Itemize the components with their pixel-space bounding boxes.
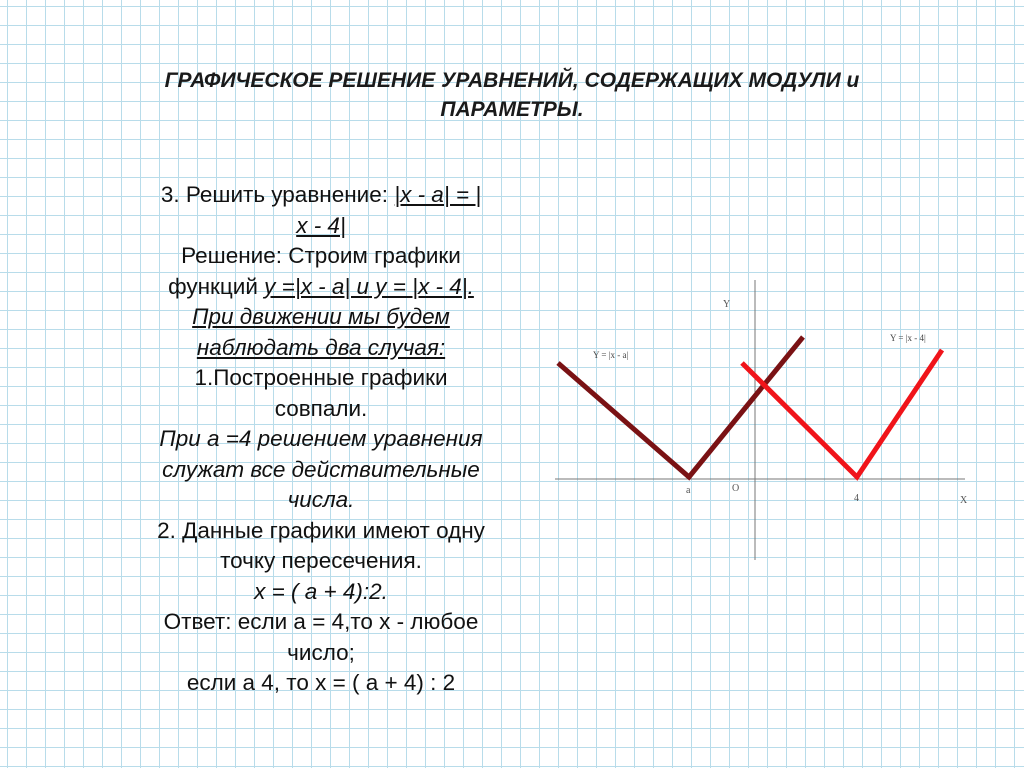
observation-line-1: При движении мы будем	[192, 304, 450, 329]
slide-title	[40, 66, 984, 124]
task-line	[96, 180, 546, 211]
case1-line-1: 1.Построенные графики	[194, 365, 448, 390]
title-line-1: ГРАФИЧЕСКОЕ РЕШЕНИЕ УРАВНЕНИЙ, СОДЕРЖАЩИХ МОДУЛИ и	[164, 69, 860, 92]
fn2-label: Y = |x - 4|	[890, 333, 926, 343]
origin-label: O	[732, 483, 740, 494]
answer-line-1: Ответ: если а = 4,то х - любое	[163, 609, 479, 634]
fn1-label: Y = |x - a|	[593, 350, 629, 360]
case1-note-3: числа.	[287, 487, 355, 512]
graph-line-x-minus-4	[742, 350, 942, 477]
task-line-2	[96, 211, 546, 242]
case2-line-1: 2. Данные графики имеют одну	[157, 517, 485, 543]
y-axis-label: Y	[723, 299, 731, 310]
functions-line	[96, 272, 546, 303]
function-graph	[545, 275, 975, 565]
case1-line-2: совпали.	[274, 395, 368, 421]
task-equation-part1: |x - a| = |	[394, 182, 482, 207]
answer-line-3: если а 4, то х = ( а + 4) : 2	[186, 670, 456, 695]
a-point-label: a	[686, 485, 691, 496]
observation-line-2: наблюдать два случая:	[196, 334, 446, 360]
solution-intro: Решение: Строим графики	[181, 243, 461, 268]
answer-line-2: число;	[287, 639, 355, 665]
four-point-label: 4	[854, 493, 859, 504]
x-axis-label: X	[960, 495, 968, 506]
case1-note-1: При а =4 решением уравнения	[159, 426, 483, 451]
task-equation-part2: x - 4|	[296, 212, 346, 238]
functions-prefix: функций	[168, 273, 265, 299]
case1-note-2: служат все действительные	[162, 456, 480, 482]
case2-formula: x = ( a + 4):2.	[254, 578, 388, 604]
case2-line-2: точку пересечения.	[220, 548, 422, 573]
solution-text	[96, 180, 546, 699]
functions-equation: y =|x - a| и y = |x - 4|.	[264, 273, 474, 299]
title-line-2: ПАРАМЕТРЫ.	[440, 98, 584, 121]
task-prefix: 3. Решить уравнение:	[160, 182, 395, 207]
